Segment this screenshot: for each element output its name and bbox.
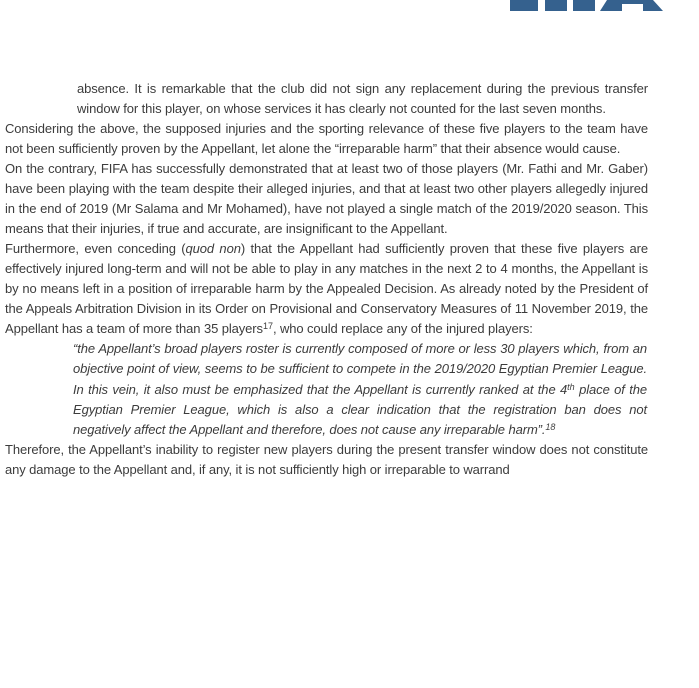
paragraph-therefore: Therefore, the Appellant’s inability to register new players during the present transfer window does not constitute any damage to the Appellant and, if any, it is not sufficiently high or irreparable to warrand [5, 442, 648, 478]
blockquote-players-roster: “the Appellant’s broad players roster is currently composed of more or less 30 players which, from an objective point of view, seems to be sufficient to compete in the 2019/2020 Egyptian Premier League. In this vein, it also must be emphasized that the Appellant is currently ranked at the 4th place of the Egyptian Premier League, which is also a clear indication that the registration ban does not negatively affect the Appellant and therefore, does not cause any irreparable harm”.$^{18}$ [73, 341, 647, 438]
paragraph-absence-continuation: absence. It is remarkable that the club did not sign any replacement during the previous transfer window for this player, on whose services it has clearly not counted for the last seven months. [77, 81, 648, 116]
paragraph-furthermore: Furthermore, even conceding (quod non) that the Appellant had sufficiently proven that these five players are effectively injured long-term and will not be able to play in any matches in the next 2 to 4 months, the Appellant is by no means left in a position of irreparable harm by the Appealed Decision. As already noted by the President of the Appeals Arbitration Division in its Order on Provisional and Conservatory Measures of 11 November 2019, the Appellant has a team of more than 35 players$^{17}$, who could replace any of the injured players: [5, 241, 648, 336]
paragraph-on-the-contrary: On the contrary, FIFA has successfully demonstrated that at least two of those players (Mr. Fathi and Mr. Gaber) have been playing with the team despite their alleged injuries, and that at least two other players allegedly injured in the end of 2019 (Mr Salama and Mr Mohamed), have not played a single match of the 2019/2020 season. This means that their injuries, if true and accurate, are insignificant to the Appellant. [5, 161, 648, 236]
paragraph-considering-the-above: Considering the above, the supposed injuries and the sporting relevance of these five players to the team have not been sufficiently proven by the Appellant, let alone the “irreparable harm” that their absence would cause. [5, 121, 648, 156]
document-body [5, 0, 648, 480]
